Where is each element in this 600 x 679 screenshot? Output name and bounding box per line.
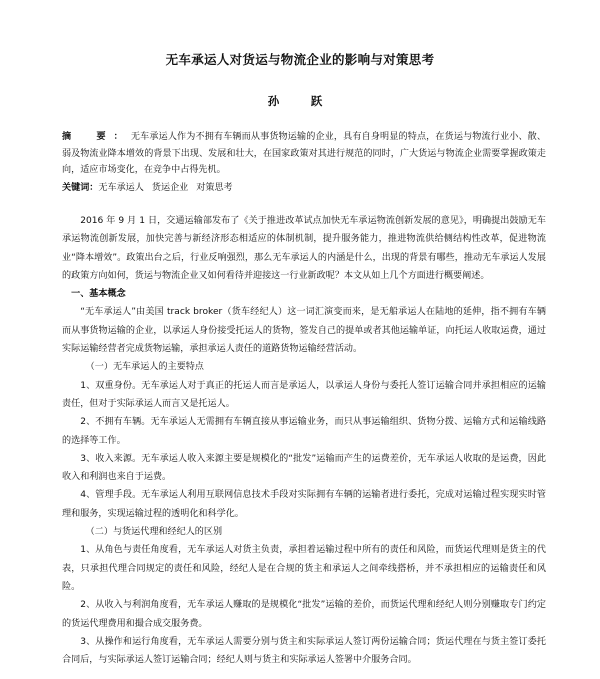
keyword: 货运企业 xyxy=(151,183,189,193)
paragraph: 2、从收入与利润角度看，无车承运人赚取的是规模化“批发”运输的差价，而货运代理和经纪人则分别赚取专门约定的货运代理费用和撮合成交服务费。 xyxy=(62,600,546,629)
paragraph: 2、不拥有车辆。无车承运人无需拥有车辆直接从事运输业务，而只从事运输组织、货物分拨、运输方式和运输线路的选择等工作。 xyxy=(62,417,546,446)
paragraph: 4、管理手段。无车承运人利用互联网信息技术手段对实际拥有车辆的运输者进行委托，完成对运输过程实现实时管理和服务，实现运输过程的透明化和科学化。 xyxy=(62,490,546,519)
paragraph: “无车承运人”由美国 track broker（货车经纪人）这一词汇演变而来，是无船承运人在陆地的延伸，指不拥有车辆而从事货物运输的企业，以承运人身份接受托运人的货物，签发自己的提单或者其他运输单证，向托运人收取运费，通过实际运输经营者完成货物运输，承担承运人责任的道路货物运输经营活动。 xyxy=(62,307,546,355)
abstract-label: 摘 要： xyxy=(62,132,131,142)
paper-title: 无车承运人对货运与物流企业的影响与对策思考 xyxy=(165,52,435,67)
subsection-heading: （一）无车承运人的主要特点 xyxy=(85,362,204,373)
abstract-text: 无车承运人作为不拥有车辆而从事货物运输的企业，具有自身明显的特点，在货运与物流行业小、散、弱及物流业降本增效的背景下出现、发展和壮大，在国家政策对其进行规范的同时，广大货运与物流企业需要掌握政策走向，适应市场变化，在竞争中占得先机。 xyxy=(62,132,546,175)
paragraph: 3、从操作和运行角度看，无车承运人需要分别与货主和实际承运人签订两份运输合同；货运代理在与货主签订委托合同后，与实际承运人签订运输合同；经纪人则与货主和实际承运人签署中介服务合同。 xyxy=(62,636,546,666)
section-heading: 一、基本概念 xyxy=(71,289,126,300)
paragraph: 1、从角色与责任角度看，无车承运人对货主负责，承担着运输过程中所有的责任和风险，而货运代理则是货主的代表，只承担代理合同规定的责任和风险，经纪人是在合规的货主和承运人之间牵线搭桥，并不承担相应的运输责任和风险。 xyxy=(62,545,546,592)
paragraph: 2016 年 9 月 1 日，交通运输部发布了《关于推进改革试点加快无车承运物流创新发展的意见》，明确提出鼓励无车承运物流创新发展，加快完善与新经济形态相适应的体制机制，提升服务能力，推进物流供给侧结构性改革，促进物流业“降本增效”。政策出台之后，行业反响强烈，那么无车承运人的内涵是什么，出现的背景有哪些，推动无车承运人发展的政策方向如何，货运与物流企业又如何看待并迎接这一行业新政呢？本文从如上几个方面进行概要阐述。 xyxy=(62,216,546,281)
keyword: 对策思考 xyxy=(196,183,233,193)
author-name: 孙 跃 xyxy=(267,94,333,108)
subsection-heading: （二）与货运代理和经纪人的区别 xyxy=(85,527,223,538)
abstract xyxy=(62,129,546,179)
keyword: 无车承运人 xyxy=(98,183,144,193)
keywords-label: 关键词： xyxy=(62,183,99,193)
paragraph: 3、收入来源。无车承运人收入来源主要是规模化的“批发”运输而产生的运费差价，无车承运人收取的是运费，因此收入和利润也来自于运费。 xyxy=(62,453,546,483)
paragraph: 1、双重身份。无车承运人对于真正的托运人而言是承运人，以承运人身份与委托人签订运输合同并承担相应的运输责任，但对于实际承运人而言又是托运人。 xyxy=(62,380,546,409)
article-body xyxy=(62,212,546,669)
keywords xyxy=(62,180,546,196)
